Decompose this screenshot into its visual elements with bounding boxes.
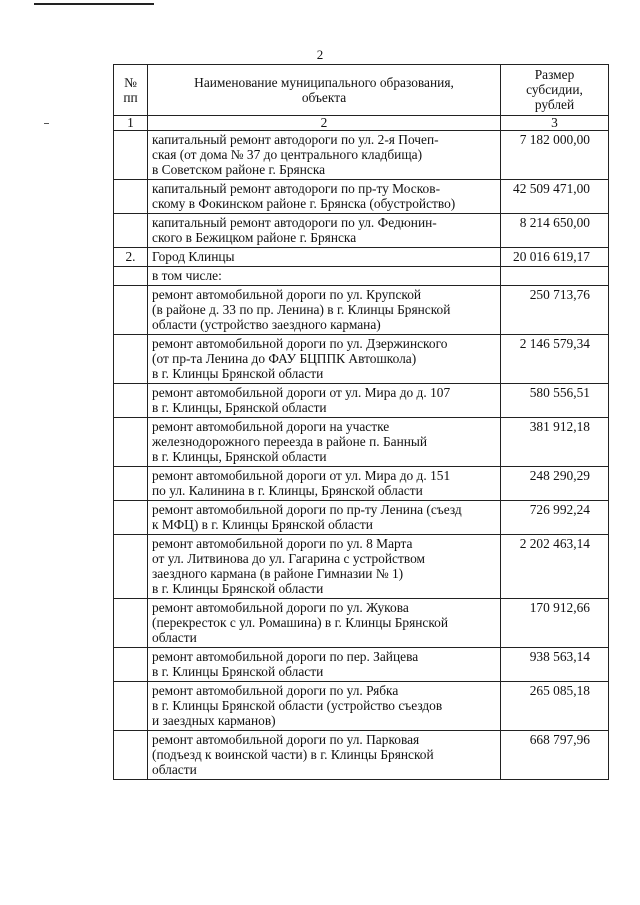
- table-row: [114, 248, 609, 267]
- row-name: в том числе:: [148, 267, 501, 286]
- row-amount: 20 016 619,17: [501, 248, 609, 267]
- row-amount: 668 797,96: [501, 731, 609, 780]
- table-row: [114, 180, 609, 214]
- table-row: [114, 214, 609, 248]
- row-name: ремонт автомобильной дороги по ул. Рябка в г. Клинцы Брянской области (устройство съездов и заездных карманов): [148, 682, 501, 731]
- table-row: [114, 267, 609, 286]
- row-number: [114, 180, 148, 214]
- row-amount: 938 563,14: [501, 648, 609, 682]
- table-row: [114, 131, 609, 180]
- row-amount: 2 146 579,34: [501, 335, 609, 384]
- table-row: [114, 384, 609, 418]
- header-row: [114, 65, 609, 116]
- table-header: [114, 65, 609, 131]
- header-amount: Размер субсидии, рублей: [501, 65, 609, 116]
- table-row: [114, 682, 609, 731]
- row-name: капитальный ремонт автодороги по ул. Федюнин- ского в Бежицком районе г. Брянска: [148, 214, 501, 248]
- column-index-3: 3: [501, 116, 609, 131]
- table-row: [114, 286, 609, 335]
- row-amount: [501, 267, 609, 286]
- row-number: [114, 418, 148, 467]
- row-name: Город Клинцы: [148, 248, 501, 267]
- row-name: ремонт автомобильной дороги по ул. Крупской (в районе д. 33 по пр. Ленина) в г. Клинцы Брянской области (устройство заездного кармана): [148, 286, 501, 335]
- row-amount: 726 992,24: [501, 501, 609, 535]
- table-row: [114, 535, 609, 599]
- table-row: [114, 418, 609, 467]
- row-amount: 8 214 650,00: [501, 214, 609, 248]
- row-amount: 580 556,51: [501, 384, 609, 418]
- row-number: [114, 214, 148, 248]
- row-name: ремонт автомобильной дороги по ул. 8 Марта от ул. Литвинова до ул. Гагарина с устройством заездного кармана (в районе Гимназии № 1) в г. Клинцы Брянской области: [148, 535, 501, 599]
- row-name: капитальный ремонт автодороги по пр-ту Москов- скому в Фокинском районе г. Брянска (обустройство): [148, 180, 501, 214]
- row-name: ремонт автомобильной дороги по пер. Зайцева в г. Клинцы Брянской области: [148, 648, 501, 682]
- column-index-1: 1: [114, 116, 148, 131]
- row-name: капитальный ремонт автодороги по ул. 2-я Почеп- ская (от дома № 37 до центрального кладбища) в Советском районе г. Брянска: [148, 131, 501, 180]
- header-number: № пп: [114, 65, 148, 116]
- row-amount: 248 290,29: [501, 467, 609, 501]
- table-row: [114, 648, 609, 682]
- row-number: [114, 467, 148, 501]
- row-amount: 7 182 000,00: [501, 131, 609, 180]
- row-amount: 265 085,18: [501, 682, 609, 731]
- row-number: [114, 131, 148, 180]
- table-row: [114, 467, 609, 501]
- row-number: [114, 682, 148, 731]
- header-name: Наименование муниципального образования, объекта: [148, 65, 501, 116]
- row-amount: 381 912,18: [501, 418, 609, 467]
- column-index-2: 2: [148, 116, 501, 131]
- row-number: [114, 267, 148, 286]
- row-name: ремонт автомобильной дороги по пр-ту Ленина (съезд к МФЦ) в г. Клинцы Брянской области: [148, 501, 501, 535]
- row-amount: 42 509 471,00: [501, 180, 609, 214]
- row-amount: 2 202 463,14: [501, 535, 609, 599]
- row-number: [114, 599, 148, 648]
- row-name: ремонт автомобильной дороги по ул. Жукова (перекресток с ул. Ромашина) в г. Клинцы Брянской области: [148, 599, 501, 648]
- scan-edge-mark: [34, 3, 154, 5]
- table-row: [114, 731, 609, 780]
- row-name: ремонт автомобильной дороги на участке железнодорожного переезда в районе п. Банный в г. Клинцы, Брянской области: [148, 418, 501, 467]
- row-number: [114, 731, 148, 780]
- scan-dot-mark: [44, 123, 49, 124]
- row-number: [114, 501, 148, 535]
- row-amount: 250 713,76: [501, 286, 609, 335]
- row-name: ремонт автомобильной дороги по ул. Дзержинского (от пр-та Ленина до ФАУ БЦППК Автошкола) в г. Клинцы Брянской области: [148, 335, 501, 384]
- table-row: [114, 335, 609, 384]
- row-number: 2.: [114, 248, 148, 267]
- subsidy-table: [113, 64, 609, 780]
- table-row: [114, 501, 609, 535]
- row-number: [114, 648, 148, 682]
- row-name: ремонт автомобильной дороги по ул. Парковая (подъезд к воинской части) в г. Клинцы Брянской области: [148, 731, 501, 780]
- row-amount: 170 912,66: [501, 599, 609, 648]
- row-name: ремонт автомобильной дороги от ул. Мира до д. 151 по ул. Калинина в г. Клинцы, Брянской области: [148, 467, 501, 501]
- row-number: [114, 335, 148, 384]
- table-body: [114, 131, 609, 780]
- table-row: [114, 599, 609, 648]
- row-number: [114, 535, 148, 599]
- row-name: ремонт автомобильной дороги от ул. Мира до д. 107 в г. Клинцы, Брянской области: [148, 384, 501, 418]
- page-number: 2: [316, 47, 324, 62]
- column-index-row: [114, 116, 609, 131]
- row-number: [114, 286, 148, 335]
- row-number: [114, 384, 148, 418]
